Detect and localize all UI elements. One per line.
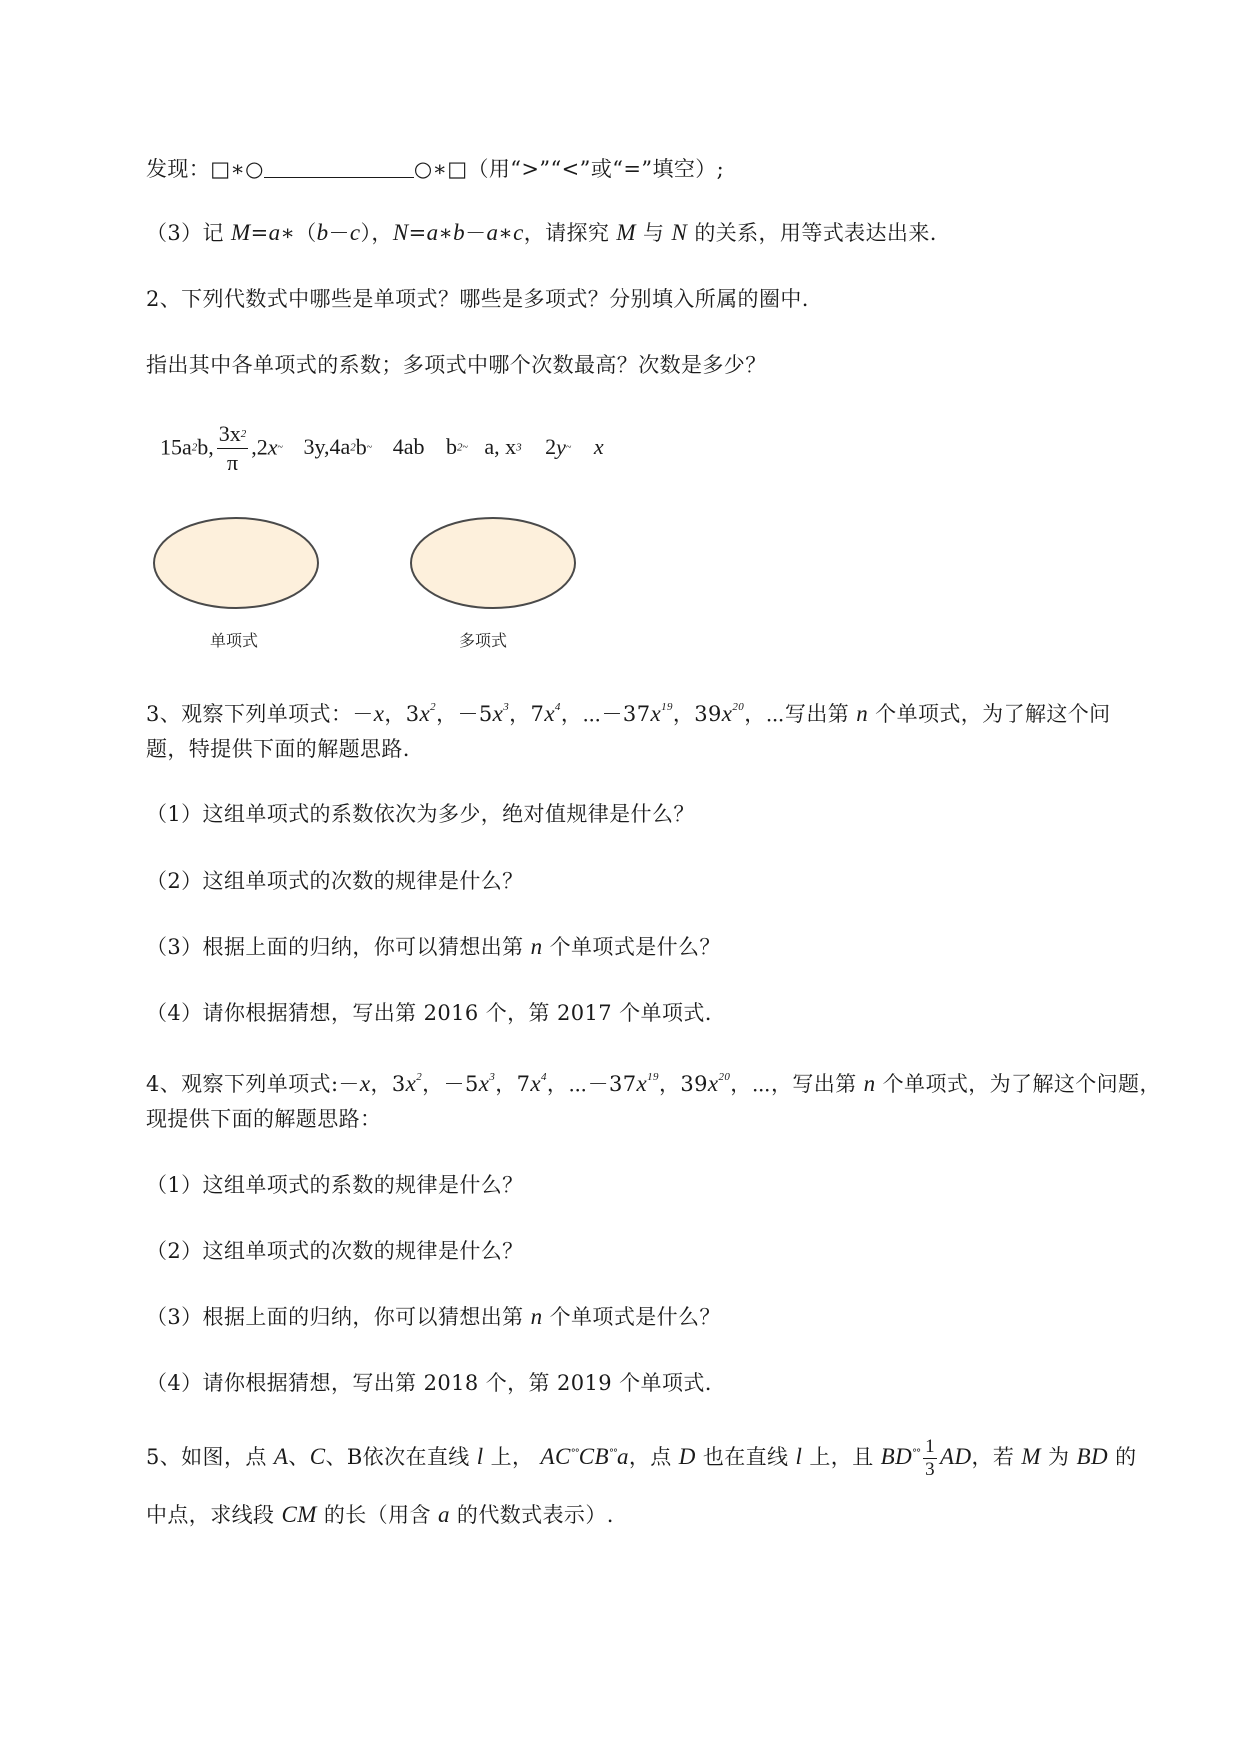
fraction-one-third: [923, 1436, 937, 1481]
question-4-item-3: [146, 1300, 721, 1334]
exponent: 4: [554, 701, 561, 713]
term: a, x: [484, 434, 517, 460]
var-x: x: [492, 701, 504, 726]
question-1-part-3: [146, 216, 937, 250]
fraction: [217, 418, 249, 477]
exponent: 20: [718, 1071, 731, 1083]
exponent: 3: [516, 441, 522, 454]
exponent: 2: [416, 1071, 423, 1083]
answer-blank[interactable]: [264, 157, 414, 178]
fill-blank-line: [146, 152, 724, 186]
exponent: 2: [350, 441, 356, 454]
segment-bd: BD: [1076, 1444, 1108, 1469]
var-c: c: [513, 220, 524, 245]
text: （3）根据上面的归纳，你可以猜想出第: [146, 1305, 531, 1329]
text: 、: [288, 1445, 310, 1469]
text: 上，且: [802, 1445, 881, 1469]
text: ∗: [498, 221, 514, 245]
text: 的长（用含: [316, 1503, 438, 1527]
text: ，－5: [436, 702, 493, 726]
garbled-equals: °°: [912, 1448, 921, 1459]
var-m: M: [616, 220, 636, 245]
question-3-line-1: [146, 690, 1111, 731]
text: ○∗□（用“>”“<”或“=”填空）;: [413, 157, 725, 181]
polynomial-ellipse[interactable]: [411, 518, 575, 608]
classification-ellipses: [140, 508, 600, 618]
var-b: b: [316, 220, 329, 245]
segment-ac: AC: [540, 1444, 571, 1469]
var-x: x: [530, 1071, 541, 1096]
var-a: a: [426, 220, 439, 245]
var-n: n: [530, 1304, 543, 1329]
question-3-item-4: （4）请你根据猜想，写出第 2016 个，第 2017 个单项式.: [146, 1001, 712, 1025]
text: ，⋯－37: [560, 702, 651, 726]
term: x: [593, 434, 604, 460]
text: 个单项式，为了解这个问: [868, 702, 1111, 726]
text: ，39: [658, 1072, 708, 1096]
exponent: 19: [647, 1071, 659, 1083]
text: 个单项式，为了解这个问题，: [875, 1072, 1161, 1096]
text: 的代数式表示）.: [449, 1503, 614, 1527]
text: ，7: [495, 1072, 531, 1096]
text: 也在直线: [695, 1445, 796, 1469]
text: ），: [360, 221, 393, 245]
question-2-title: 2、下列代数式中哪些是单项式？哪些是多项式？分别填入所属的圈中.: [146, 287, 809, 311]
numerator: 3x: [218, 420, 241, 446]
exponent: 20: [732, 701, 745, 713]
text: 为: [1040, 1445, 1077, 1469]
var-n: N: [671, 220, 688, 245]
var-x: x: [721, 701, 733, 726]
var-b: b: [453, 220, 466, 245]
text: 个单项式是什么？: [542, 1305, 721, 1329]
question-4-line-1: [146, 1060, 1161, 1101]
glyph: ~: [277, 441, 282, 453]
line-l: l: [476, 1444, 484, 1469]
text: 的: [1108, 1445, 1137, 1469]
question-4-item-4: （4）请你根据猜想，写出第 2018 个，第 2019 个单项式.: [146, 1371, 712, 1395]
denominator: π: [226, 449, 239, 475]
exponent: 2: [240, 427, 247, 440]
text: ，－5: [422, 1072, 479, 1096]
term: b: [355, 434, 367, 460]
text: （3）根据上面的归纳，你可以猜想出第: [146, 935, 531, 959]
text: ，3: [370, 1072, 406, 1096]
text: =: [408, 221, 427, 245]
var-n: n: [530, 934, 543, 959]
exponent: 19: [661, 701, 673, 713]
var-a: a: [616, 1444, 629, 1469]
text: ，点: [628, 1445, 679, 1469]
point-c: C: [309, 1444, 326, 1469]
text: 发现：□∗○: [146, 157, 264, 181]
exponent: 2: [456, 441, 463, 454]
var-c: c: [349, 220, 361, 245]
text: ∗（: [280, 221, 317, 245]
var-m: M: [231, 220, 251, 245]
text: ，7: [509, 702, 545, 726]
glyph: ~: [366, 441, 372, 453]
term: b: [445, 434, 457, 460]
numerator: 1: [925, 1436, 936, 1457]
monomial-ellipse[interactable]: [154, 518, 318, 608]
segment-bd: BD: [880, 1444, 913, 1469]
var-n: n: [863, 1071, 876, 1096]
text: 个单项式是什么？: [542, 935, 721, 959]
var-x: x: [707, 1071, 719, 1096]
text: 上，: [483, 1445, 534, 1469]
var-x: x: [478, 1071, 490, 1096]
point-m: M: [1021, 1444, 1041, 1469]
term: 15a: [160, 434, 192, 460]
var-x: x: [405, 1071, 417, 1096]
question-3-item-2: （2）这组单项式的次数的规律是什么？: [146, 869, 524, 893]
text: 4、观察下列单项式:－: [146, 1072, 360, 1096]
exponent: 3: [503, 701, 510, 713]
term: 4ab: [392, 434, 425, 460]
exponent: 3: [489, 1071, 496, 1083]
monomial-label: 单项式: [210, 631, 259, 650]
var-x: x: [636, 1071, 648, 1096]
text: ，若: [971, 1445, 1022, 1469]
text: ，⋯写出第: [744, 702, 857, 726]
text: ，请探究: [523, 221, 617, 245]
question-4-line-2: 现提供下面的解题思路：: [146, 1107, 382, 1131]
glyph: ~: [462, 441, 467, 453]
question-4-item-2: （2）这组单项式的次数的规律是什么？: [146, 1239, 524, 1263]
polynomial-label: 多项式: [459, 631, 508, 650]
text: 、B依次在直线: [325, 1445, 477, 1469]
segment-cb: CB: [578, 1444, 609, 1469]
text: －: [465, 221, 487, 245]
expression-list: [160, 418, 604, 477]
term: 2: [545, 434, 557, 460]
var-a: a: [268, 220, 281, 245]
text: ，⋯－37: [546, 1072, 637, 1096]
exponent: 4: [541, 1071, 547, 1083]
segment-ad: AD: [940, 1444, 972, 1469]
text: ∗: [438, 221, 454, 245]
text: ，39: [672, 702, 722, 726]
point-d: D: [678, 1444, 696, 1469]
var-x: x: [373, 701, 385, 726]
question-2-subtitle: 指出其中各单项式的系数；多项式中哪个次数最高？次数是多少？: [146, 353, 767, 377]
question-3-item-3: [146, 930, 721, 964]
garbled-equals: °°: [570, 1448, 579, 1459]
text: 与: [635, 221, 672, 245]
text: ，3: [384, 702, 420, 726]
term: x: [267, 434, 278, 460]
term: y: [556, 434, 566, 460]
text: 5、如图，点: [146, 1445, 274, 1469]
line-l: l: [795, 1444, 803, 1469]
question-4-item-1: （1）这组单项式的系数的规律是什么？: [146, 1173, 524, 1197]
text: 3、观察下列单项式：－: [146, 702, 374, 726]
var-x: x: [359, 1071, 371, 1096]
text: －: [328, 221, 350, 245]
question-3-line-2: 题，特提供下面的解题思路.: [146, 737, 410, 761]
var-n: n: [856, 701, 869, 726]
segment-cm: CM: [281, 1502, 317, 1527]
var-n: N: [392, 220, 409, 245]
question-5-line-2: [146, 1498, 614, 1532]
text: 中点，求线段: [146, 1503, 282, 1527]
glyph: ~: [565, 441, 571, 453]
garbled-equals: °°: [608, 1448, 617, 1459]
var-x: x: [544, 701, 555, 726]
text: （3）记: [146, 221, 232, 245]
text: =: [250, 221, 269, 245]
var-x: x: [419, 701, 431, 726]
term: 3y,4a: [303, 434, 351, 460]
var-a: a: [437, 1502, 450, 1527]
term: ,2: [251, 434, 268, 460]
question-3-item-1: （1）这组单项式的系数依次为多少，绝对值规律是什么？: [146, 802, 695, 826]
point-a: A: [273, 1444, 289, 1469]
var-a: a: [486, 220, 499, 245]
var-x: x: [650, 701, 662, 726]
exponent: 2: [191, 441, 198, 454]
denominator: 3: [925, 1459, 936, 1480]
text: ，⋯，写出第: [730, 1072, 864, 1096]
text: 的关系，用等式表达出来.: [687, 221, 937, 245]
exponent: 2: [430, 701, 437, 713]
question-5-line-1: [146, 1436, 1136, 1481]
term: b,: [197, 434, 214, 460]
